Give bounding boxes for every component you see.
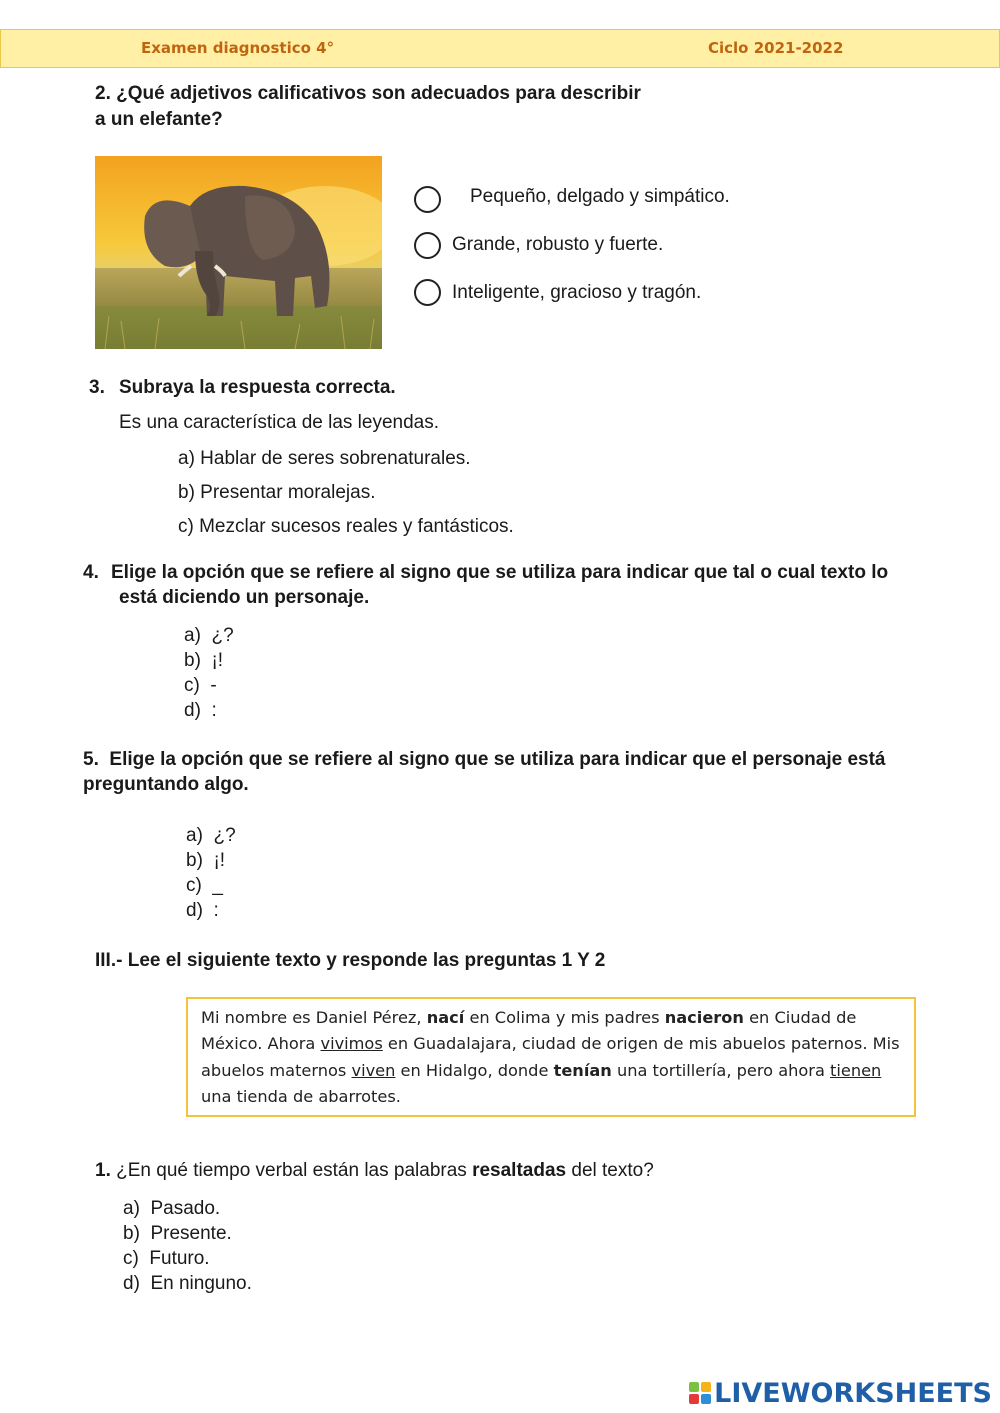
option-circle-3[interactable] xyxy=(414,279,441,306)
q5-option-c[interactable]: c) _ xyxy=(186,875,223,896)
logo-tile xyxy=(689,1382,699,1392)
option-circle-2[interactable] xyxy=(414,232,441,259)
reading-passage: Mi nombre es Daniel Pérez, nací en Colima y mis padres nacieron en Ciudad de México. Ahora vivimos en Guadalajara, ciudad de origen de mis abuelos paternos. Mis abuelos maternos viven en Hidalgo, donde tenían una tortillería, pero ahora tienen una tienda de abarrotes. xyxy=(201,1008,900,1106)
q3-title: Subraya la respuesta correcta. xyxy=(119,377,396,398)
logo-tile xyxy=(701,1382,711,1392)
q3-prompt: Es una característica de las leyendas. xyxy=(119,412,440,433)
q1-title: 1. ¿En qué tiempo verbal están las palabras resaltadas del texto? xyxy=(95,1160,654,1181)
logo-tile xyxy=(689,1394,699,1404)
school-cycle: Ciclo 2021-2022 xyxy=(708,39,844,57)
q1-option-c[interactable]: c) Futuro. xyxy=(123,1248,210,1269)
q4-option-c[interactable]: c) - xyxy=(184,675,217,696)
liveworksheets-logo xyxy=(689,1375,992,1411)
q1-option-b[interactable]: b) Presente. xyxy=(123,1223,232,1244)
q2-option-2: Grande, robusto y fuerte. xyxy=(452,234,664,255)
reading-passage-box xyxy=(186,997,916,1117)
q1-option-d[interactable]: d) En ninguno. xyxy=(123,1273,252,1294)
q4-title-line1: Elige la opción que se refiere al signo que se utiliza para indicar que tal o cual texto lo xyxy=(111,562,889,583)
logo-text: LIVEWORKSHEETS xyxy=(714,1377,992,1409)
q2-option-1: Pequeño, delgado y simpático. xyxy=(470,186,730,207)
page-header xyxy=(0,29,1000,68)
q4-option-b[interactable]: b) ¡! xyxy=(184,650,224,671)
q1-option-a[interactable]: a) Pasado. xyxy=(123,1198,221,1219)
q3-option-a[interactable]: a) Hablar de seres sobrenaturales. xyxy=(178,448,471,469)
q4-option-a[interactable]: a) ¿? xyxy=(184,625,234,646)
q5-option-a[interactable]: a) ¿? xyxy=(186,825,236,846)
q4-option-d[interactable]: d) : xyxy=(184,700,217,721)
q3-option-b[interactable]: b) Presentar moralejas. xyxy=(178,482,376,503)
q4-title-line2: está diciendo un personaje. xyxy=(119,587,370,608)
q3-option-c[interactable]: c) Mezclar sucesos reales y fantásticos. xyxy=(178,516,514,537)
logo-tile xyxy=(701,1394,711,1404)
q5-option-b[interactable]: b) ¡! xyxy=(186,850,226,871)
q5-title-line1: 5. Elige la opción que se refiere al signo que se utiliza para indicar que el personaje está xyxy=(83,749,886,770)
q4-number: 4. xyxy=(83,562,99,583)
exam-title: Examen diagnostico 4° xyxy=(141,39,335,57)
q2-option-3: Inteligente, gracioso y tragón. xyxy=(452,282,702,303)
option-circle-1[interactable] xyxy=(414,186,441,213)
q5-option-d[interactable]: d) : xyxy=(186,900,219,921)
logo-tiles-icon xyxy=(689,1382,711,1404)
q3-number: 3. xyxy=(89,377,105,398)
section-3-title: III.- Lee el siguiente texto y responde las preguntas 1 Y 2 xyxy=(95,950,606,971)
elephant-photo xyxy=(95,156,382,349)
q5-title-line2: preguntando algo. xyxy=(83,774,249,795)
q2-title: 2. ¿Qué adjetivos calificativos son adecuados para describir a un elefante? xyxy=(95,83,641,130)
